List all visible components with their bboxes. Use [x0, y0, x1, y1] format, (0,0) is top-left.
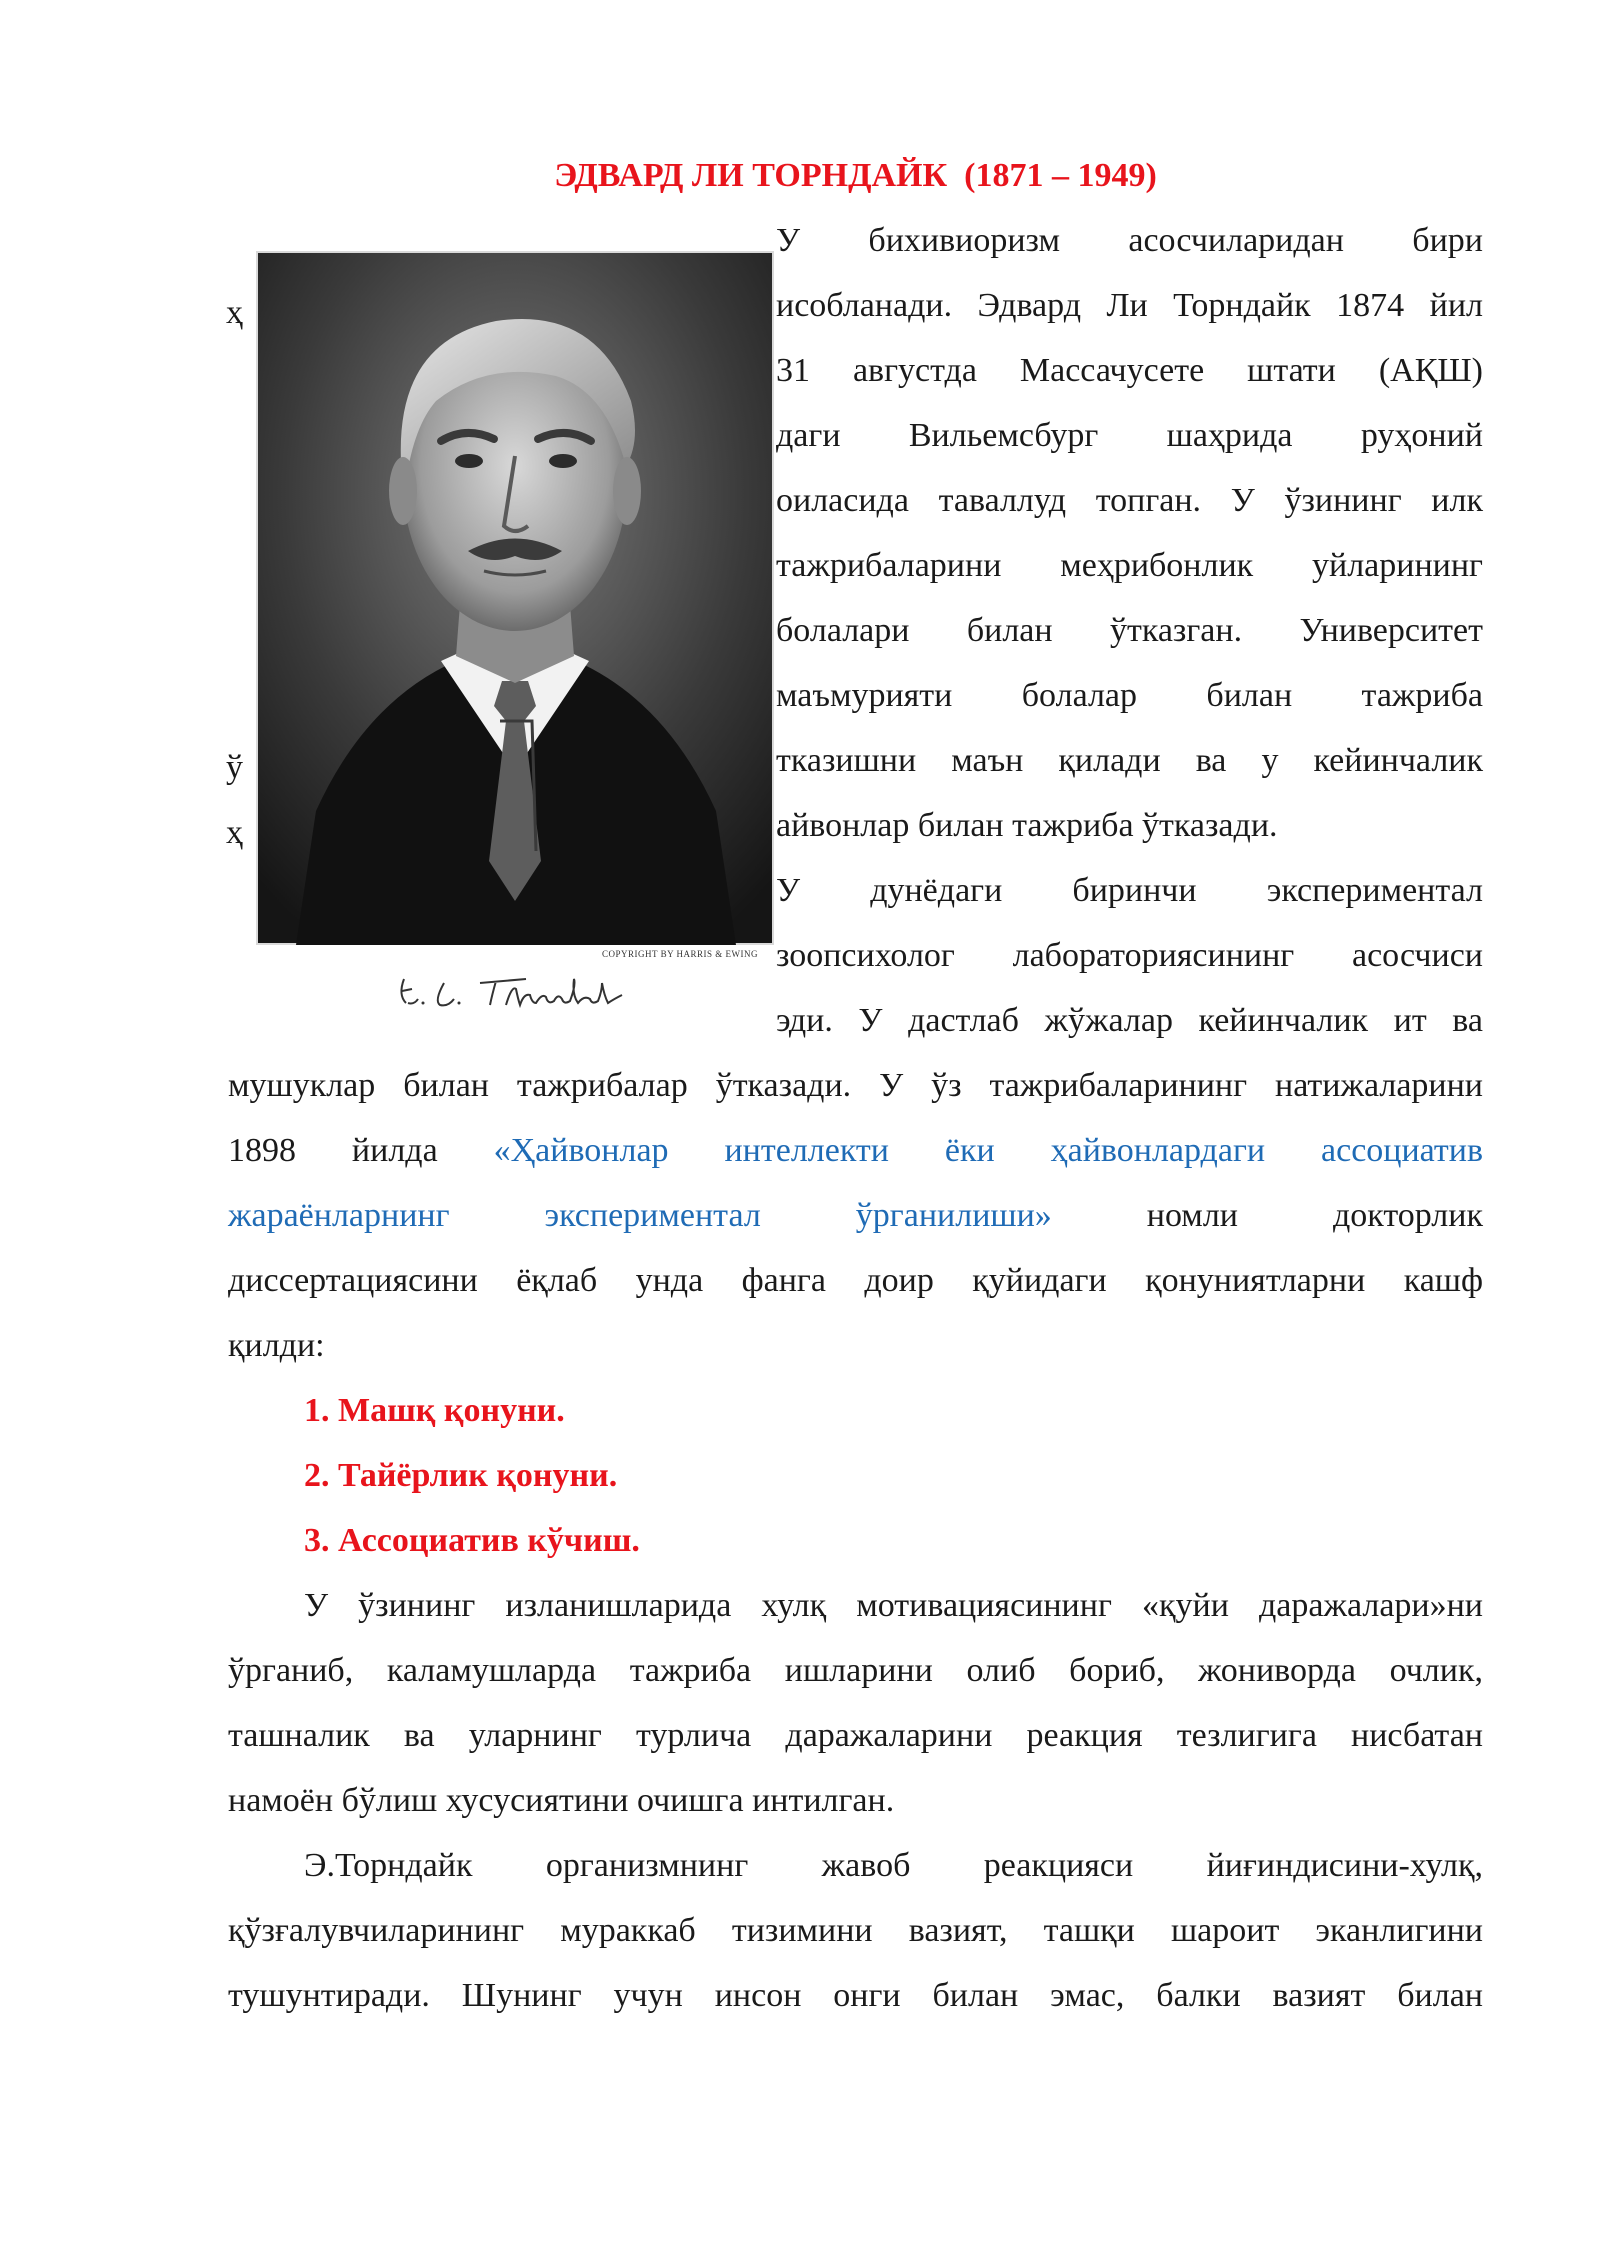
text-line: диссертациясини ёқлаб унда фанга доир қуйидаги қонуниятларни кашф — [228, 1262, 1483, 1299]
law-item: 1. Машқ қонуни. — [304, 1392, 565, 1429]
stray-letter: ў — [226, 749, 243, 786]
stray-letter: ҳ — [226, 294, 243, 331]
text-line: исобланади. Эдвард Ли Торндайк 1874 йил — [776, 287, 1483, 324]
text-line: тажрибаларини меҳрибонлик уйларининг — [776, 547, 1483, 584]
text-line: ташналик ва уларнинг турлича даражаларини реакция тезлигига нисбатан — [228, 1717, 1483, 1754]
text-line: мушуклар билан тажрибалар ўтказади. У ўз тажрибаларининг натижаларини — [228, 1067, 1483, 1104]
text-line: оиласида таваллуд топган. У ўзининг илк — [776, 482, 1483, 519]
text-line: тказишни маън қилади ва у кейинчалик — [776, 742, 1483, 779]
document-title: ЭДВАРД ЛИ ТОРНДАЙК (1871 – 1949) — [554, 157, 1157, 194]
text-span: номли докторлик — [1051, 1197, 1483, 1234]
text-line: зоопсихолог лабораториясининг асосчиси — [776, 937, 1483, 974]
stray-letter: ҳ — [226, 814, 243, 851]
text-line: ўрганиб, каламушларда тажриба ишларини олиб бориб, жониворда очлик, — [228, 1652, 1483, 1689]
text-line: болалари билан ўтказган. Университет — [776, 612, 1483, 649]
text-line: тушунтиради. Шунинг учун инсон онги билан эмас, балки вазият билан — [228, 1977, 1483, 2014]
text-line: Э.Торндайк организмнинг жавоб реакцияси йиғиндисини-хулқ, — [304, 1847, 1483, 1884]
text-line-with-title — [228, 1190, 1483, 1242]
text-line: У ўзининг изланишларида хулқ мотивациясининг «қуйи даражалари»ни — [304, 1587, 1483, 1624]
portrait-photo — [256, 251, 776, 959]
text-line: У дунёдаги биринчи экспериментал — [776, 872, 1483, 909]
dissertation-title-part2: жараёнларнинг экспериментал ўрганилиши» — [228, 1197, 1052, 1234]
text-line-with-title — [228, 1125, 1483, 1177]
text-span: 1898 йилда — [228, 1132, 494, 1169]
handwritten-signature — [396, 965, 656, 1015]
text-line: қилди: — [228, 1327, 325, 1364]
photo-copyright-text: COPYRIGHT BY HARRIS & EWING — [602, 949, 759, 959]
text-line: қўзғалувчиларининг мураккаб тизимини вазият, ташқи шароит эканлигини — [228, 1912, 1483, 1949]
text-line: 31 августда Массачусете штати (АҚШ) — [776, 352, 1483, 389]
text-line: даги Вильемсбург шаҳрида руҳоний — [776, 417, 1483, 454]
text-line: маъмурияти болалар билан тажриба — [776, 677, 1483, 714]
law-item: 3. Ассоциатив кўчиш. — [304, 1522, 640, 1559]
text-line: айвонлар билан тажриба ўтказади. — [776, 807, 1278, 844]
portrait-image — [256, 251, 774, 945]
law-item: 2. Тайёрлик қонуни. — [304, 1457, 618, 1494]
dissertation-title-part1: «Ҳайвонлар интеллекти ёки ҳайвонлардаги ассоциатив — [493, 1132, 1483, 1169]
text-line: У бихивиоризм асосчиларидан бири — [776, 222, 1483, 259]
text-line: эди. У дастлаб жўжалар кейинчалик ит ва — [776, 1002, 1483, 1039]
text-line: намоён бўлиш хусусиятини очишга интилган. — [228, 1782, 895, 1819]
